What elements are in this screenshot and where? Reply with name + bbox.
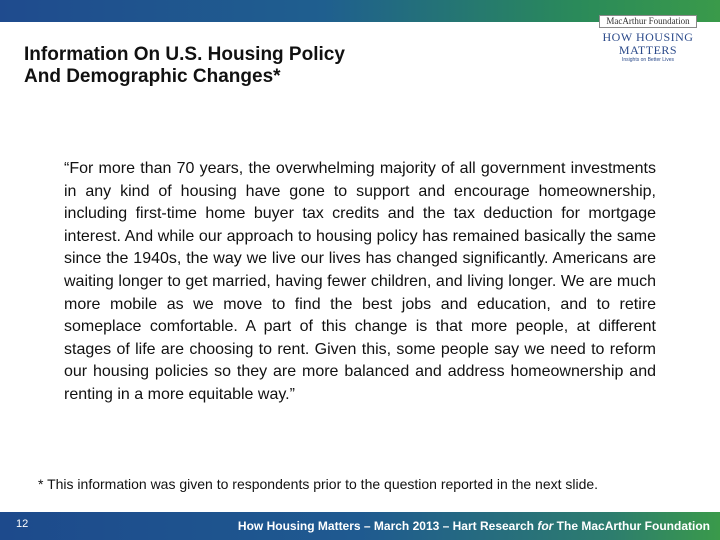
logo-tagline: Insights on Better Lives: [622, 57, 674, 63]
page-number: 12: [16, 518, 29, 530]
slide-title: [24, 44, 484, 88]
footnote: * This information was given to respondents prior to the question reported in the next slide.: [38, 476, 599, 492]
footer-bar: [0, 512, 720, 540]
logo-title: HOW HOUSING MATTERS: [602, 30, 694, 57]
footer-credit-part2: The MacArthur Foundation: [553, 519, 710, 533]
logo-foundation-name: MacArthur Foundation: [599, 15, 696, 28]
footer-credit-part1: How Housing Matters – March 2013 – Hart Research: [237, 519, 538, 533]
slide-title-line1: Information On U.S. Housing Policy: [24, 44, 345, 65]
policy-quote: “For more than 70 years, the overwhelming majority of all government investments in any kind of housing have gone to support and encourage homeownership, including first-time home buyer tax credits and the tax deduction for mortgage interest. And while our approach to housing policy has remained basically the same since the 1940s, the way we live our lives has changed significantly. Americans are waiting longer to get married, having fewer children, and living longer. We are much more mobile as we move to find the best jobs and education, and to retire someplace comfortable. A part of this change is that more people, at different stages of life are choosing to rent. Given this, some people say we need to reform our housing policies so they are more balanced and address homeownership and renting in a more equitable way.”: [64, 160, 656, 403]
footer-credit-italic: for: [537, 519, 554, 533]
slide-title-line2: And Demographic Changes*: [24, 66, 281, 87]
footer-credit: [238, 519, 710, 533]
macarthur-logo: [585, 11, 711, 63]
